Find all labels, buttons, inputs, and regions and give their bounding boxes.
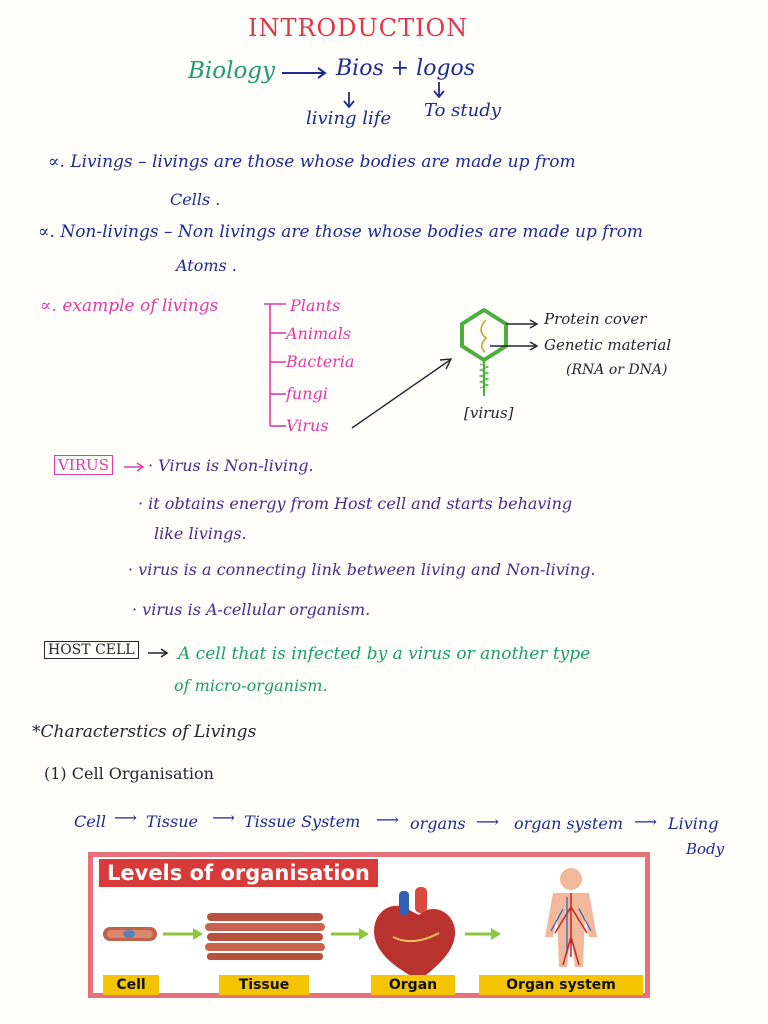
host-cell-tag	[44, 642, 139, 658]
flow-organs: organs	[410, 814, 466, 833]
bios-meaning: living life	[306, 108, 392, 129]
example-item: Virus	[286, 416, 329, 435]
level-label-organ: Organ	[371, 975, 455, 995]
example-item: fungi	[286, 384, 328, 403]
flow-arrow: ⟶	[476, 812, 499, 831]
levels-illustration	[93, 857, 645, 993]
levels-of-organisation-image	[88, 852, 650, 998]
level-label-organ-system: Organ system	[479, 975, 643, 995]
arrow-icon	[465, 928, 501, 940]
virus-tag-box: VIRUS	[54, 455, 113, 475]
arrow-icon	[122, 460, 148, 474]
flow-tissue-system: Tissue System	[244, 812, 361, 831]
virus-point: · Virus is Non-living.	[148, 456, 314, 475]
flow-arrow: ⟶	[212, 808, 235, 827]
body-icon	[545, 868, 597, 967]
rna-dna-label: (RNA or DNA)	[566, 362, 668, 378]
virus-point: · virus is A-cellular organism.	[132, 600, 371, 619]
flow-arrow: ⟶	[634, 812, 657, 831]
nonliving-definition-cont: Atoms .	[176, 256, 237, 275]
biology-word: Biology	[188, 58, 276, 84]
virus-point: · virus is a connecting link between living and Non-living.	[128, 560, 596, 579]
example-item: Plants	[290, 296, 341, 315]
flow-living: Living	[668, 814, 719, 833]
virus-point: like livings.	[154, 524, 247, 543]
protein-cover-label: Protein cover	[544, 310, 647, 328]
nonliving-definition: ∝. Non-livings – Non livings are those whose bodies are made up from	[38, 222, 644, 242]
host-cell-definition: A cell that is infected by a virus or another type	[178, 644, 591, 664]
arrow-icon	[331, 928, 369, 940]
cell-icon	[103, 927, 157, 941]
cell-organisation-item: (1) Cell Organisation	[44, 764, 214, 783]
flow-body: Body	[686, 840, 725, 858]
host-cell-definition-cont: of micro-organism.	[174, 676, 328, 695]
arrow-icon	[163, 928, 203, 940]
flow-cell: Cell	[74, 812, 106, 831]
flow-arrow: ⟶	[114, 808, 137, 827]
arrow-icon	[280, 66, 330, 80]
level-label-tissue: Tissue	[219, 975, 309, 995]
virus-tag	[54, 456, 113, 474]
genetic-material-label: Genetic material	[544, 336, 672, 354]
logos-meaning: To study	[424, 100, 501, 121]
living-definition: ∝. Livings – livings are those whose bodies are made up from	[48, 152, 576, 172]
down-arrow-icon	[341, 90, 357, 110]
heart-icon	[374, 887, 455, 981]
example-item: Bacteria	[286, 352, 355, 371]
example-item: Animals	[286, 324, 352, 343]
tissue-icon	[205, 913, 325, 960]
characteristics-heading: *Characterstics of Livings	[32, 722, 257, 742]
down-arrow-icon	[431, 80, 447, 100]
living-definition-cont: Cells .	[170, 190, 221, 209]
virus-point: · it obtains energy from Host cell and starts behaving	[138, 494, 573, 513]
examples-heading: ∝. example of livings	[40, 296, 219, 316]
flow-tissue: Tissue	[146, 812, 198, 831]
level-label-cell: Cell	[103, 975, 159, 995]
page-title: INTRODUCTION	[248, 14, 469, 42]
host-cell-tag-box: HOST CELL	[44, 641, 139, 659]
virus-diagram	[330, 300, 550, 440]
virus-caption: [virus]	[464, 404, 514, 422]
bios-logos: Bios + logos	[336, 56, 476, 81]
flow-organ-system: organ system	[514, 814, 623, 833]
levels-title: Levels of organisation	[99, 859, 378, 887]
flow-arrow: ⟶	[376, 810, 399, 829]
arrow-icon	[146, 646, 172, 660]
